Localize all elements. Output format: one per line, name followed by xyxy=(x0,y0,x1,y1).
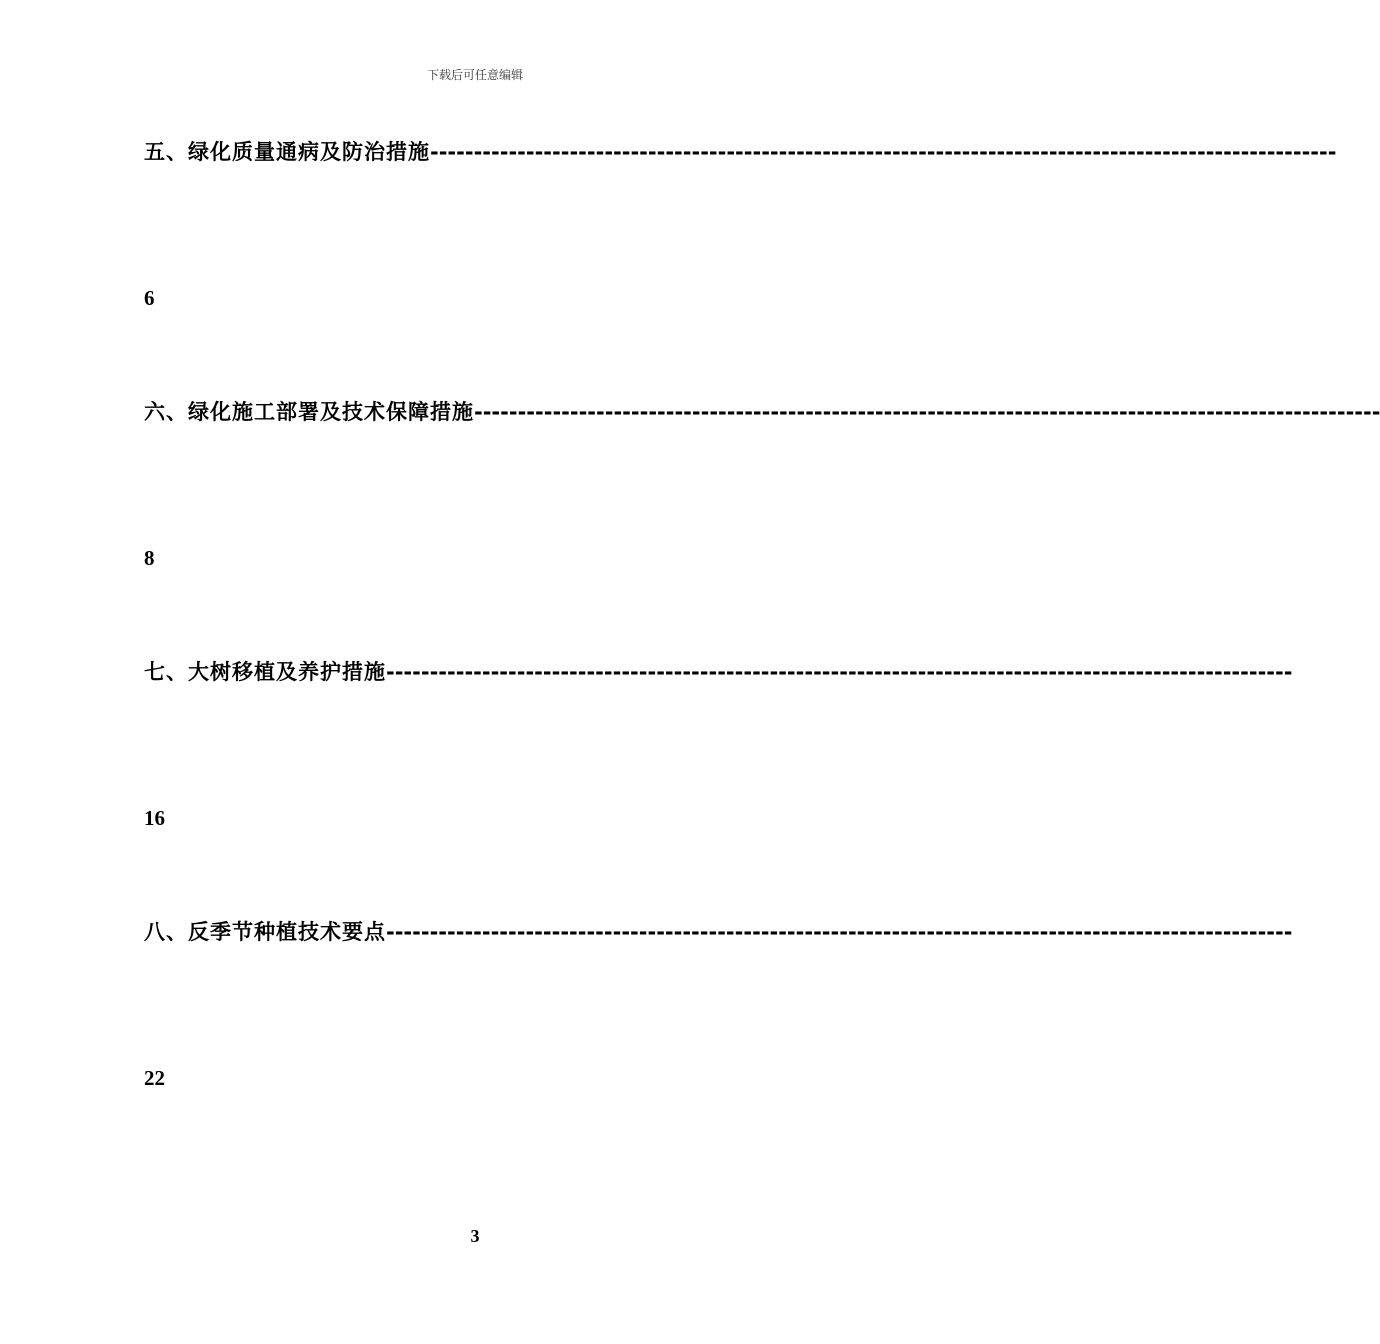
toc-entry-title: 五、绿化质量通病及防治措施 xyxy=(144,140,430,164)
toc-entry-page-number: 8 xyxy=(144,546,155,570)
toc-entry-7 xyxy=(144,656,1293,686)
toc-entry-title: 七、大树移植及养护措施 xyxy=(144,660,386,684)
toc-entry-6 xyxy=(144,396,1380,426)
toc-entry-leader: -------------------------------------------------------------------------------------------------------- xyxy=(430,140,1337,164)
toc-entry-leader: -------------------------------------------------------------------------------------------------------- xyxy=(474,400,1380,424)
page-header: 下载后可任意编辑 xyxy=(426,68,523,82)
toc-entry-page-number: 22 xyxy=(144,1066,165,1090)
toc-entry-page-number: 16 xyxy=(144,806,165,830)
page-number: 3 xyxy=(470,1226,480,1246)
toc-entry-title: 六、绿化施工部署及技术保障措施 xyxy=(144,400,474,424)
toc-entry-5 xyxy=(144,136,1337,166)
toc-entry-page-number: 6 xyxy=(144,286,155,310)
toc-entry-title: 八、反季节种植技术要点 xyxy=(144,920,386,944)
toc-entry-leader: -------------------------------------------------------------------------------------------------------- xyxy=(386,660,1293,684)
toc-entry-leader: -------------------------------------------------------------------------------------------------------- xyxy=(386,920,1293,944)
toc-entry-8 xyxy=(144,916,1293,946)
